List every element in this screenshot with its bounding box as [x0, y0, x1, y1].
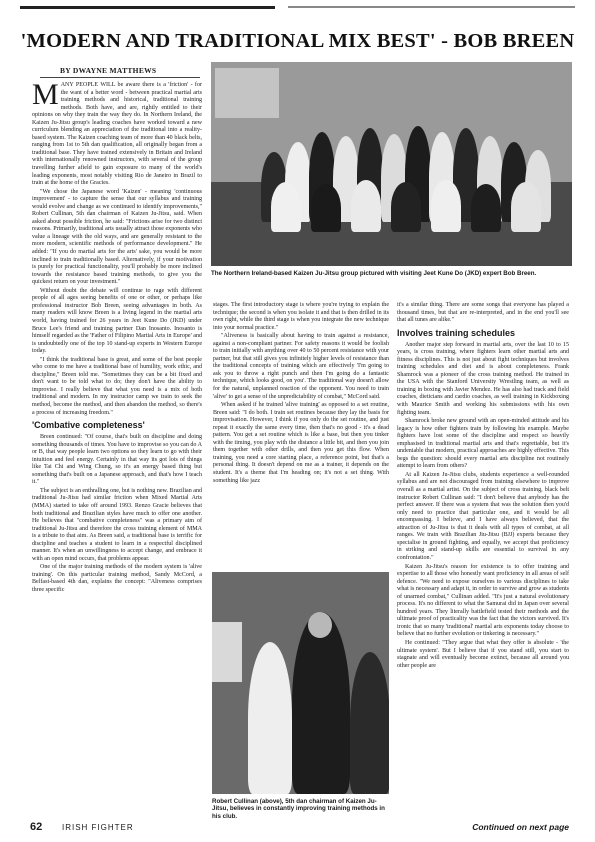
photo-caption-group: The Northern Ireland-based Kaizen Ju-Jitsu group pictured with visiting Jeet Kune Do (JKD) expert Bob Breen. — [211, 270, 537, 277]
continued-note: Continued on next page — [472, 822, 569, 832]
column-3 — [397, 302, 569, 671]
body-paragraph: Another major step forward in martial arts, over the last 10 to 15 years, is cross training, where fighters learn other martial arts and fitness disciplines. This is not just about fight techniques but involves training schedules and diet and is about completeness. Frank Shamrock was a pioneer of the cross training method. He trained in the USA with the Stanford University Wrestling team, as well as training in boxing with Javier Mendez. He has also had track and field coaches, dieticians and cardio coaches, as well training in Kickboxing with Maurice Smith and working his submissions with his own fighting team. — [397, 341, 569, 416]
body-paragraph: Shamrock broke new ground with an open-minded attitude and his legacy is how other fighters train by following his example. Maybe fighters have lost some of the discipline and respect so heavily emphasised in traditional martial arts and that's regrettable, but it's undeniable that modern, practical approaches are highly effective. This begs the question: should every martial arts discipline not routinely attempt to learn from others? — [397, 418, 569, 470]
body-paragraph: Without doubt the debate will continue to rage with different people of all ages seeing benefits of one or other, or perhaps like professional instructor Bob Breen, seeing advantages in both. As many readers will know Breen is a living legend in the martial arts world, having trained for 26 years in Jeet Kune Do (JKD) under Bruce Lee's friend and training partner Dan Inosanto. Inosanto is himself regarded as the 'Father of Filipino Martial Arts in Europe' and is undoubtedly one of the top 10 stand-up experts in Western Europe today. — [32, 287, 202, 355]
column-2 — [213, 302, 389, 486]
body-paragraph: it's a similar thing. There are some songs that everyone has played a thousand times, but that are re-interpreted, and in the end you'll see that all tunes are alike." — [397, 302, 569, 324]
body-paragraph: Kaizen Ju-Jitsu's reason for existence is to offer training and expertise to all those who honestly want proficiency in all areas of self defence. "We need to expose ourselves to various disciplines to take what is necessary and adapt it, in order to survive and grow as students of unarmed combat," Cullinan added. "It's just a natural evolutionary process. It's no different to what the Samurai did in Japan over several hundred years. They literally battlefield tested their methods and the ultimate proof of practicality was the fact that the victors survived. It's ironic that so many 'traditional' martial arts exponents today choose to believe that no further evolution or tinkering is necessary." — [397, 563, 569, 638]
body-paragraph: Breen continued: "Of course, that's built on discipline and doing something thousands of times. You have to improvise so you can do A or B, that way people learn two options so they learn to go with their intuition and feel energy. Certainly in that way its got lots of things like Tai Chi and Wing Chung, so it's an energy based thing but something that's built on a Japanese approach, and that's how I teach it." — [32, 434, 202, 486]
top-rule — [20, 6, 575, 9]
body-paragraph: "Aliveness is basically about having to train against a resistance, against a non-compliant partner. For safety reasons it would be foolish to train initially with anything over 40 to 50 percent resistance with your partner, but that still gives you infinitely higher levels of resistance than the traditional concepts of training which are effectively 'I'm going to ask you to throw a right punch and then I'm going do a fantastic technique, which looks good, on you'. The traditional way doesn't allow for the natural, unplanned reaction of the opponent. You need to train 'alive' to get a sense of the unpredictability of combat," McCord said. — [213, 333, 389, 400]
body-paragraph: He continued: "They argue that what they offer is absolute - 'the ultimate system'. But I believe that if you stand still, you start to stagnate and will eventually become extinct, because all around you other people are — [397, 639, 569, 669]
magazine-name: IRISH FIGHTER — [62, 823, 134, 832]
body-paragraph: At all Kaizen Ju-Jitsu clubs, students experience a well-rounded syllabus and are not discouraged from training elsewhere to improve overall as a martial artist. On the subject of cross training, black belt instructor Robert Cullinan said: "I don't believe that anybody has the perfect answer. If there was a system that was the solution then you'd only need to practice that particular one, and it would be all encompassing. I believe, and I have always believed, that the attraction of Ju-Jitsu is that it deals with all types of combat, at all ranges. We train with Brazilian Jiu-Jitsu (BJJ) experts because they specialise in ground fighting, and equally, we accept that proficiency in striking and stand-up skills are essential to survival in any confrontation." — [397, 471, 569, 561]
subheading-training-schedules: Involves training schedules — [397, 327, 516, 338]
byline-rule — [40, 77, 200, 78]
cullinan-photo — [212, 572, 389, 794]
byline: BY DWAYNE MATTHEWS — [60, 66, 157, 75]
subheading-combative: 'Combative completeness' — [32, 420, 145, 431]
body-paragraph: "We chose the Japanese word 'Kaizen' - meaning 'continuous improvement' - to capture the sense that our syllabus and training would evolve and change as we continued to identify improvements," Robert Cullinan, 5th dan chairman of Kaizen Ju-Jitsu, said. When asked about possible friction, he said: "Frictions arise for two distinct reasons. Primarily, traditional arts usually attract those exponents who value a lineage with the old ways, and are generally resistant to the more modern, scientific methods of performance development." He added: "If you do martial arts for the arts' sake, you would be more inclined to train traditionally based. Alternatively, if your motivation is purely for practical functionality, you'll probably be more inclined towards the resistance based training methods, to give you the quickest return on your investment." — [32, 188, 202, 286]
body-paragraph: "I think the traditional base is great, and some of the best people who come to me have a traditional base of humility, work ethic, and discipline," Breen told me. "Sometimes they can be a bit fixed and don't want to be told what to do; they don't have the ability to improvise. I really believe that what you need is a mix of both traditional and modern. In my instructor camp we train to seek the method, become the method, and then abandon the method, so there's a process of increasing freedom." — [32, 356, 202, 416]
body-paragraph: The subject is an enthralling one, but is nothing new. Brazilian and traditional Ju-Jitsu had similar friction when Mixed Martial Arts (MMA) started to take off around 1993. Renzo Gracie believes that both traditional and Brazilian styles have much to offer one another. He believes that "combative completeness" was a primary aim of traditional Ju-Jitsu and therefore the cross training element of MMA is a tribute to that aim. As Breen said, a traditional base is terrific for discipline and teaches a student to learn in a respectful disciplined manner. It's when an unwillingness to accept change, and embrace it with an open mind occurs, that problems appear. — [32, 487, 202, 562]
drop-cap: M — [32, 78, 59, 111]
lead-paragraph: MANY PEOPLE WILL be aware there is a 'friction' - for the want of a better word - between practical martial arts training methods and historical, traditional training methods. Both have, and are, rightly entitled to their opinions on why they train the way they do. In Northern Ireland, the Kaizen Ju-Jitsu group's leading coaches have worked toward a new curriculum blending an appreciation of the traditional into a reality-based system. The Kaizen coaching team of more than 40 black belts, ranging from 1st to 5th dan qualification, all originally began from a traditional base. They have trained extensively in Britain and Ireland with internationally renowned instructors, with several of the group travelling further afield to gain exposure to many of the world's leading exponents, most notably visiting Rio de Janeiro in Brazil to train at the home of the Gracies. — [32, 78, 202, 187]
body-paragraph: One of the major training methods of the modern system is 'alive training'. On this particular training method, Sandy McCord, a Belfast-based 4th dan, explains the concept: "Aliveness comprises three specific — [32, 564, 202, 593]
page-number: 62 — [30, 821, 43, 833]
photo-caption-cullinan: Robert Cullinan (above), 5th dan chairman of Kaizen Ju-Jitsu, believes in constantly improving training methods in his club. — [212, 798, 385, 820]
column-1 — [32, 78, 202, 596]
body-paragraph: When asked if he trained 'alive training' as opposed to a set routine, Breen said: "I do both. I train set routines because they lay the basis for improvisation. However, I think if you only do the set routine, and just repeat it exactly the same every time, then that's no good - it's a dead pattern. You get a set routine which is like a base, but then you tinker with the timing, you play with the distance a little bit, and then you join them together with other drills, and then you get this flow. When training, you need a core starting place, a reference point, but that's a personal thing. It doesn't depend on me as a trainer, it depends on the student. It's a theme that I'm heading on; it's not a set thing. With something like jazz — [213, 402, 389, 484]
group-photo — [211, 62, 572, 266]
body-paragraph: stages. The first introductory stage is where you're trying to explain the technique; the second is when you isolate it and that is then drilled in its own right, while the third stage is when you integrate the new technique into your normal practice." — [213, 302, 389, 331]
headline: 'MODERN AND TRADITIONAL MIX BEST' - BOB BREEN — [20, 30, 575, 52]
